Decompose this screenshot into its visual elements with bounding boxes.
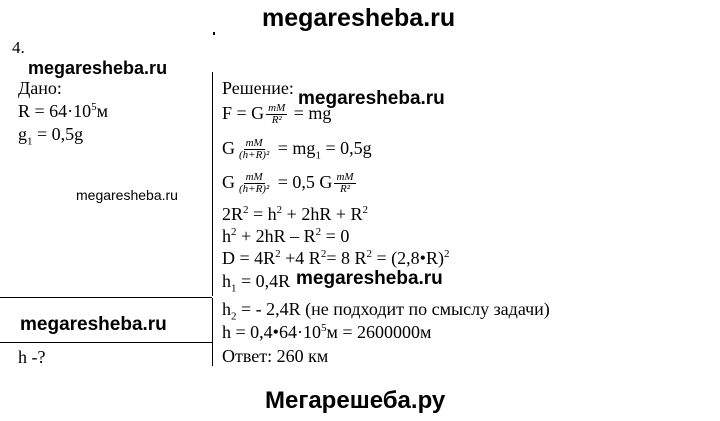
step6-b: +4 R — [280, 248, 321, 268]
step9-exp: 5 — [320, 322, 327, 334]
find-unknown: h -? — [18, 347, 46, 367]
given-g1-rest: = 0,5g — [32, 124, 84, 144]
given-radius — [18, 101, 108, 121]
fraction-denominator: (h+R)² — [239, 149, 270, 162]
step7-sub: 1 — [231, 282, 237, 295]
step8-sub: 2 — [231, 310, 237, 323]
step7-rest: = 0,4R — [236, 271, 291, 291]
fraction-mm-over-r2 — [266, 103, 287, 126]
watermark-left-upper: megaresheba.ru — [28, 58, 168, 78]
fraction-denominator: R² — [271, 114, 282, 127]
step5-b: + 2hR – R — [236, 226, 316, 246]
step4-a-exp: 2 — [243, 204, 249, 216]
step8-sym: h — [222, 299, 231, 319]
fraction-numerator: mM — [245, 171, 263, 184]
watermark-left-middle: megaresheba.ru — [76, 187, 178, 203]
watermark-right-middle: megaresheba.ru — [296, 268, 443, 289]
step6-c-exp: 2 — [366, 248, 372, 260]
given-heading: Дано: — [18, 78, 62, 98]
stray-dot — [213, 32, 215, 35]
step7-sym: h — [222, 271, 231, 291]
watermark-right-upper: megaresheba.ru — [298, 88, 445, 109]
fraction-mm-over-hr2 — [237, 172, 271, 195]
fraction-denominator: (h+R)² — [239, 183, 270, 196]
step8-rest: = - 2,4R (не подходит по смыслу задачи) — [236, 299, 550, 319]
step5-a-exp: 2 — [231, 226, 237, 238]
step4-c: + 2hR + R — [282, 204, 363, 224]
problem-number: 4. — [12, 38, 25, 57]
step6-c: = 8 R — [326, 248, 367, 268]
step6-b-exp: 2 — [320, 248, 327, 260]
vertical-divider-upper — [212, 72, 213, 296]
fraction-numerator: mM — [336, 171, 354, 184]
step6-a: D = 4R — [222, 248, 276, 268]
given-g1-sym: g — [18, 124, 27, 144]
step2-mid: = mg — [273, 138, 316, 158]
step2-post: = 0,5g — [320, 138, 372, 158]
step1-pre: F = G — [222, 103, 265, 123]
step6-d-exp: 2 — [443, 248, 450, 260]
step6-d: = (2,8•R) — [372, 248, 444, 268]
solution-heading: Решение: — [222, 78, 294, 98]
step4-a: 2R — [222, 204, 244, 224]
horizontal-divider — [0, 297, 212, 298]
step3-mid: = 0,5 G — [273, 172, 333, 192]
solution-step-8 — [222, 299, 550, 323]
given-g1 — [18, 124, 84, 148]
fraction-denominator: R² — [339, 183, 350, 196]
solution-step-6 — [222, 248, 449, 268]
step4-b-exp: 2 — [276, 204, 283, 216]
fraction-mm-over-hr2 — [237, 138, 271, 161]
step9-a: h = 0,4•64·10 — [222, 322, 321, 342]
solution-step-7 — [222, 271, 291, 295]
given-radius-unit: м — [96, 101, 109, 121]
watermark-top: megaresheba.ru — [262, 4, 456, 32]
horizontal-divider-find — [0, 342, 212, 343]
solution-step-4 — [222, 204, 368, 224]
solution-step-9 — [222, 322, 431, 342]
step1-post: = mg — [289, 103, 332, 123]
fraction-mm-over-r2 — [334, 172, 355, 195]
step9-b: м = 2600000м — [326, 322, 432, 342]
step2-pre: G — [222, 138, 235, 158]
step4-c-exp: 2 — [362, 204, 368, 216]
solution-step-3 — [222, 172, 358, 195]
vertical-divider-lower — [212, 298, 213, 366]
fraction-numerator: mM — [245, 137, 263, 150]
watermark-bottom: Мегарешеба.ру — [265, 387, 446, 414]
solution-step-1 — [222, 103, 331, 126]
step6-a-exp: 2 — [275, 248, 281, 260]
step4-b: = h — [248, 204, 277, 224]
given-radius-exp: 5 — [91, 101, 97, 113]
given-radius-lhs: R = 64·10 — [18, 101, 92, 121]
step3-pre: G — [222, 172, 235, 192]
solution-step-5 — [222, 226, 349, 246]
watermark-left-lower: megaresheba.ru — [20, 314, 167, 335]
step5-c: = 0 — [321, 226, 350, 246]
given-g1-sub: 1 — [27, 135, 33, 148]
step5-a: h — [222, 226, 231, 246]
solution-step-2 — [222, 138, 372, 161]
answer: Ответ: 260 км — [222, 346, 329, 366]
fraction-numerator: mM — [268, 102, 286, 115]
step2-sub: 1 — [315, 149, 321, 162]
step5-b-exp: 2 — [315, 226, 322, 238]
